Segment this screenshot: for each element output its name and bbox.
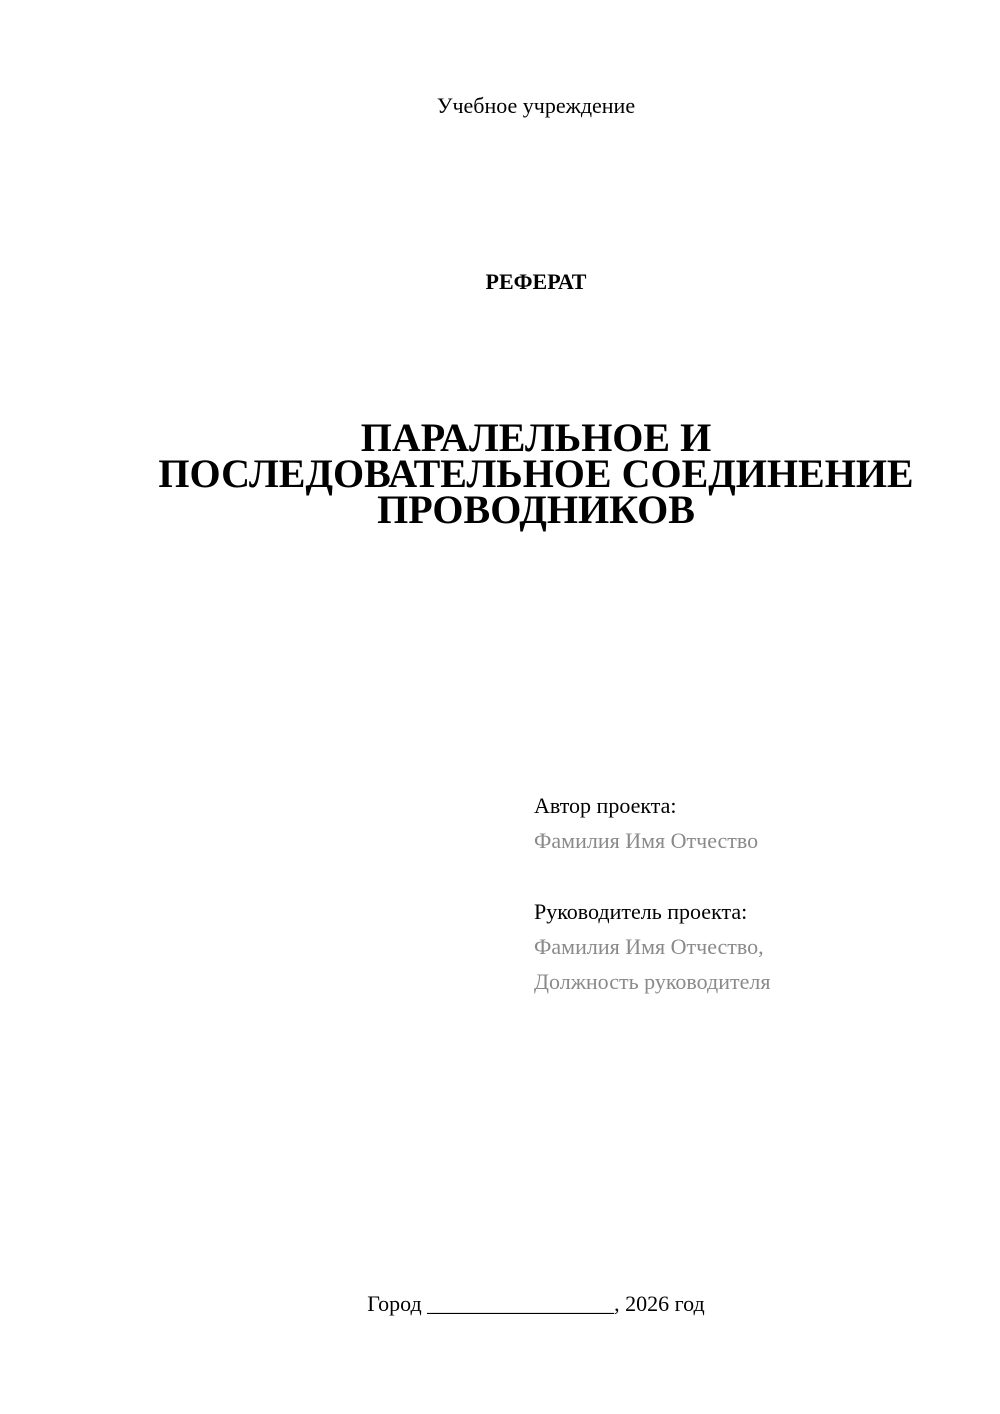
supervisor-name: Фамилия Имя Отчество, (534, 934, 764, 959)
supervisor-label: Руководитель проекта: (534, 899, 748, 924)
author-label: Автор проекта: (534, 793, 677, 818)
author-name: Фамилия Имя Отчество (534, 828, 759, 853)
project-info (534, 788, 974, 999)
city-year-footer: Город _________________, 2026 год (367, 1291, 705, 1316)
title-line: ПРОВОДНИКОВ (377, 487, 695, 532)
document-title (0, 415, 1000, 532)
institution-name: Учебное учреждение (436, 93, 636, 118)
title-line: ПАРАЛЕЛЬНОЕ И (360, 415, 712, 460)
document-type: РЕФЕРАТ (485, 269, 587, 294)
supervisor-position: Должность руководителя (534, 969, 771, 994)
title-line: ПОСЛЕДОВАТЕЛЬНОЕ СОЕДИНЕНИЕ (158, 451, 914, 496)
